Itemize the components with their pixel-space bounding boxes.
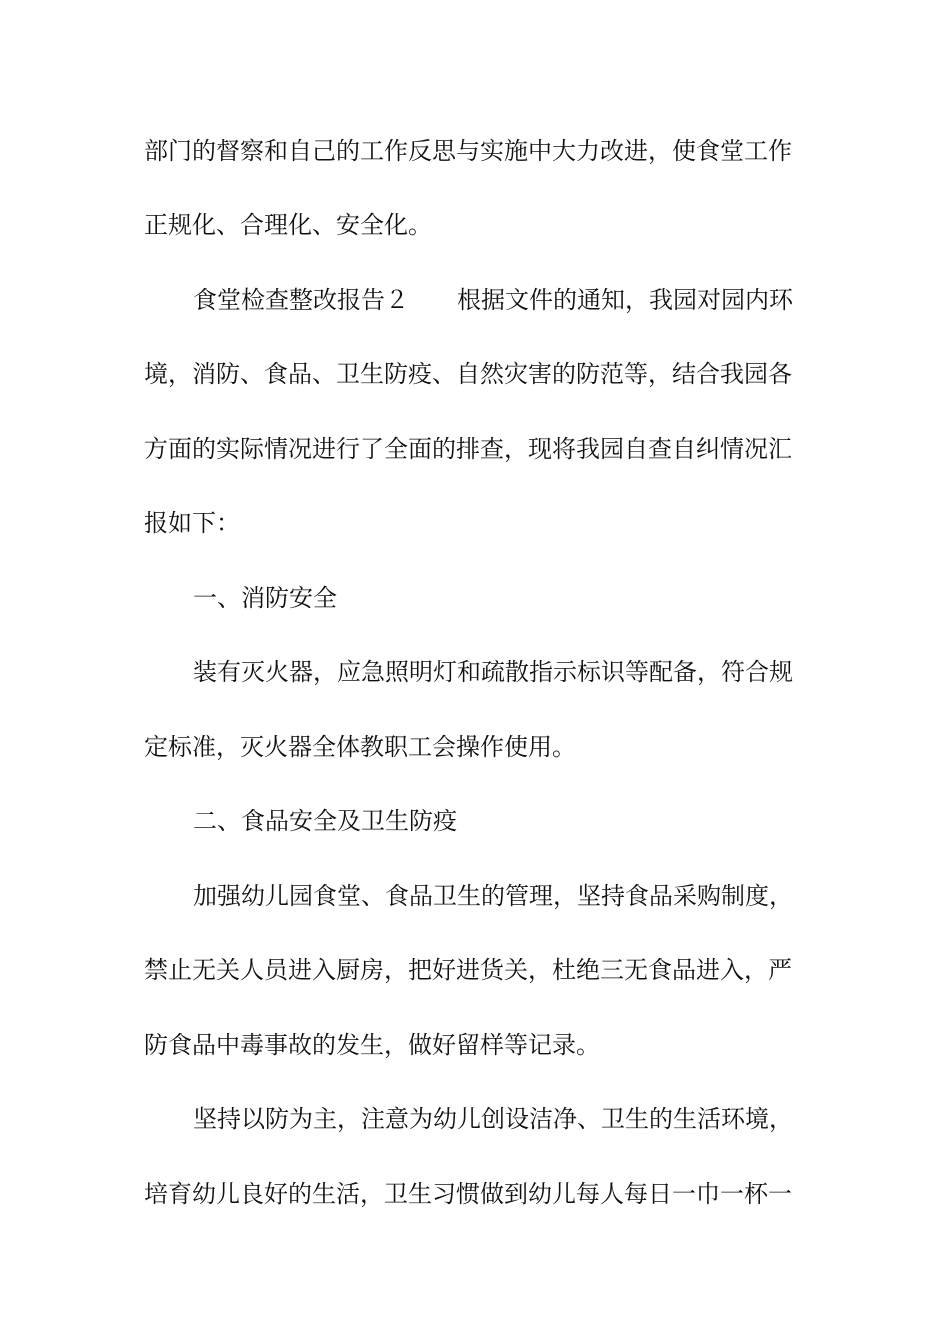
text-line: 防食品中毒事故的发生，做好留样等记录。 — [144, 1031, 600, 1059]
text-line: 培育幼儿良好的生活，卫生习惯做到幼儿每人每日一巾一杯一 — [144, 1180, 792, 1208]
text-line: 境，消防、食品、卫生防疫、自然灾害的防范等，结合我园各 — [144, 360, 792, 388]
text-line: 报如下： — [144, 509, 240, 537]
report-heading-line: 食堂检查整改报告２ 根据文件的通知，我园对园内环 — [193, 286, 793, 314]
section-heading: 二、食品安全及卫生防疫 — [193, 807, 457, 835]
text-line: 部门的督察和自己的工作反思与实施中大力改进，使食堂工作 — [144, 137, 792, 165]
section-heading: 一、消防安全 — [193, 584, 337, 612]
text-line: 定标准，灭火器全体教职工会操作使用。 — [144, 733, 576, 761]
text-line: 加强幼儿园食堂、食品卫生的管理，坚持食品采购制度， — [193, 882, 793, 910]
text-line: 坚持以防为主，注意为幼儿创设洁净、卫生的生活环境， — [193, 1105, 793, 1133]
text-line: 装有灭火器，应急照明灯和疏散指示标识等配备，符合规 — [193, 658, 793, 686]
text-line: 禁止无关人员进入厨房，把好进货关，杜绝三无食品进入，严 — [144, 956, 792, 984]
text-line: 正规化、合理化、安全化。 — [144, 211, 432, 239]
text-line: 方面的实际情况进行了全面的排查，现将我园自查自纠情况汇 — [144, 435, 792, 463]
